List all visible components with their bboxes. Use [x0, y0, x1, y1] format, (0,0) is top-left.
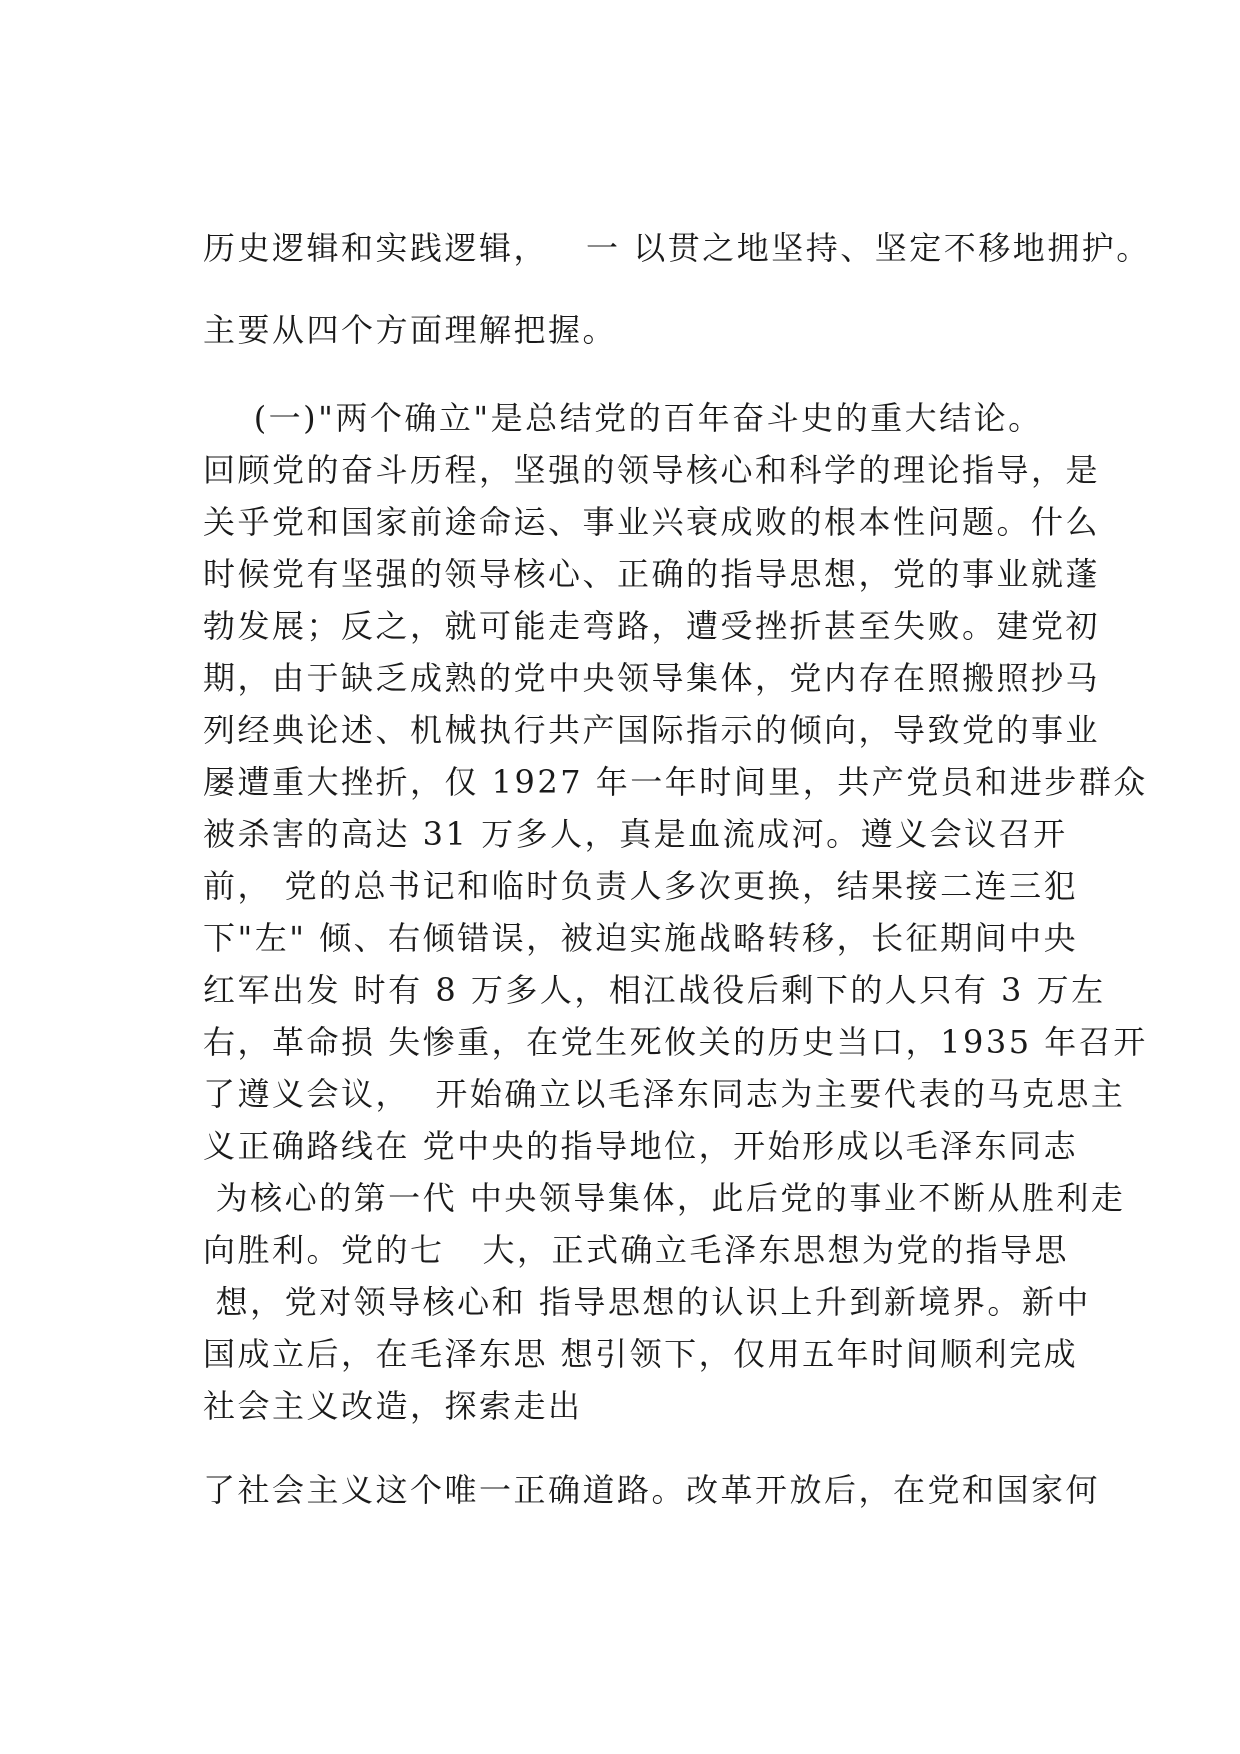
text-line: 历史逻辑和实践逻辑， 一 以贯之地坚持、坚定不移地拥护。	[203, 229, 1151, 267]
text-line: 被杀害的高达 31 万多人，真是血流成河。遵义会议召开	[203, 815, 1068, 853]
text-line: 关乎党和国家前途命运、事业兴衰成败的根本性问题。什么	[203, 503, 1101, 541]
text-line: 前， 党的总书记和临时负责人多次更换，结果接二连三犯	[203, 867, 1079, 905]
text-line: 右，革命损 失惨重，在党生死攸关的历史当口，1935 年召开	[203, 1023, 1148, 1061]
text-line: 向胜利。党的七 大，正式确立毛泽东思想为党的指导思	[203, 1231, 1070, 1269]
text-line: 屡遭重大挫折，仅 1927 年一年时间里，共产党员和进步群众	[203, 763, 1148, 801]
text-line: 列经典论述、机械执行共产国际指示的倾向，导致党的事业	[203, 711, 1101, 749]
text-line: 想，党对领导核心和 指导思想的认识上升到新境界。新中	[203, 1283, 1091, 1321]
text-line: 了社会主义这个唯一正确道路。改革开放后，在党和国家何	[203, 1471, 1101, 1509]
text-line: 勃发展；反之，就可能走弯路，遭受挫折甚至失败。建党初	[203, 607, 1101, 645]
text-line: 国成立后，在毛泽东思 想引领下，仅用五年时间顺利完成	[203, 1335, 1079, 1373]
text-line: 下"左" 倾、右倾错误，被迫实施战略转移，长征期间中央	[203, 919, 1079, 957]
text-line: 回顾党的奋斗历程，坚强的领导核心和科学的理论指导，是	[203, 451, 1101, 489]
text-line: 了遵义会议， 开始确立以毛泽东同志为主要代表的马克思主	[203, 1075, 1126, 1113]
text-line: 为核心的第一代 中央领导集体，此后党的事业不断从胜利走	[203, 1179, 1126, 1217]
text-line: 社会主义改造，探索走出	[203, 1387, 583, 1425]
text-line: 红军出发 时有 8 万多人，相江战役后剩下的人只有 3 万左	[203, 971, 1106, 1009]
text-line: (一)"两个确立"是总结党的百年奋斗史的重大结论。	[203, 399, 1043, 437]
text-line: 义正确路线在 党中央的指导地位，开始形成以毛泽东同志	[203, 1127, 1079, 1165]
text-line: 主要从四个方面理解把握。	[203, 311, 618, 349]
text-line: 时候党有坚强的领导核心、正确的指导思想，党的事业就蓬	[203, 555, 1101, 593]
text-line: 期，由于缺乏成熟的党中央领导集体，党内存在照搬照抄马	[203, 659, 1101, 697]
